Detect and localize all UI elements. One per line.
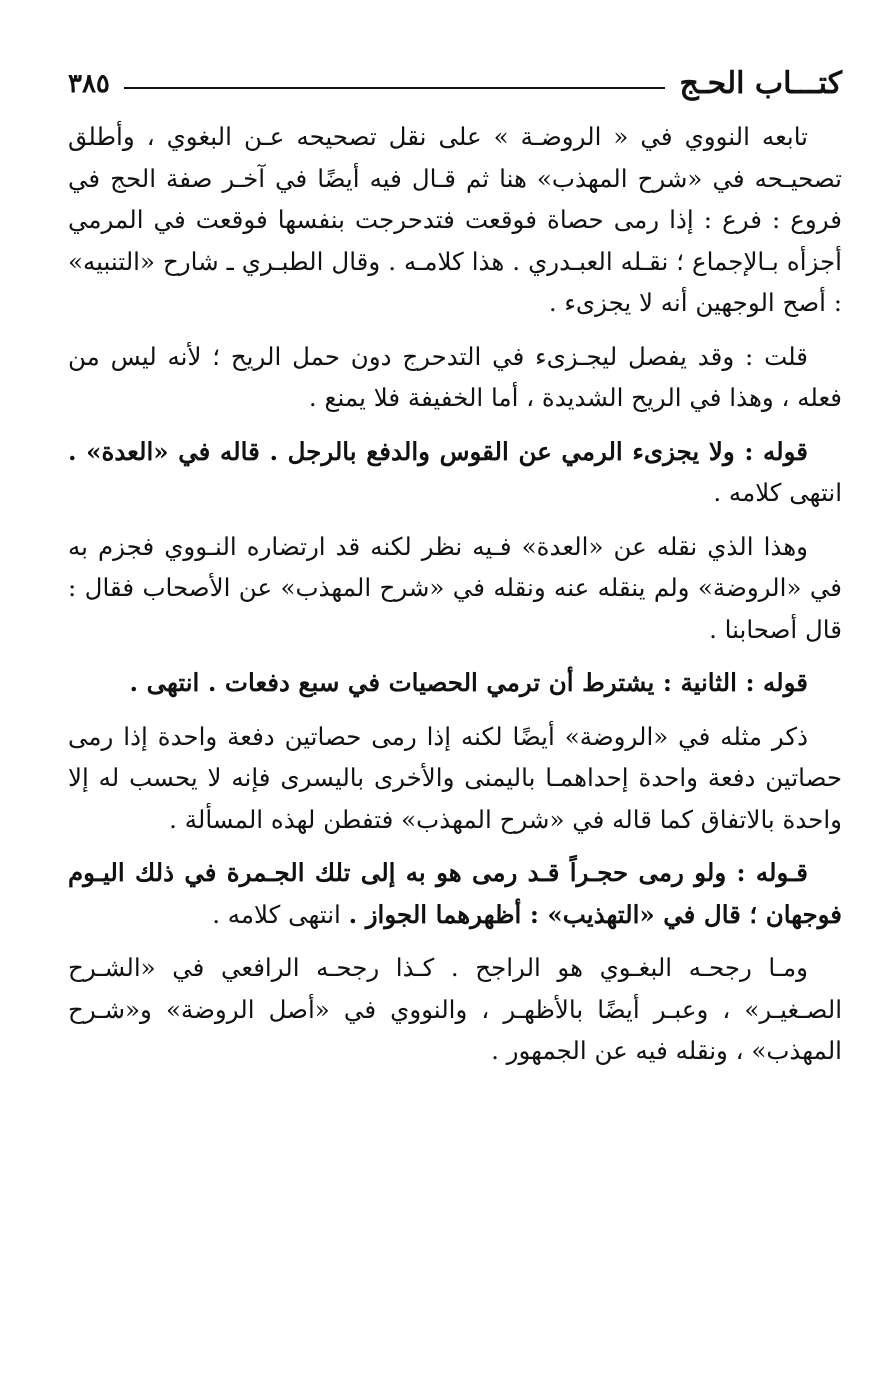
paragraph-text: وهذا الذي نقله عن «العدة» فـيه نظر لكنه قد ارتضاره النـووي فجزم به في «الروضة» ولم ينقله عنه ونقله في «شرح المهذب» عن الأصحاب فقال : قال أصحابنا . (68, 531, 842, 644)
paragraph-text: قلت : وقد يفصل ليجـزىء في التدحرج دون حمل الريح ؛ لأنه ليس من فعله ، وهذا في الريح الشديدة ، أما الخفيفة فلا يمنع . (68, 341, 842, 412)
paragraph-3 (68, 431, 842, 514)
book-page (68, 58, 842, 1072)
paragraph-text (68, 431, 842, 514)
paragraph-7 (68, 852, 842, 935)
paragraph-text (68, 852, 842, 935)
paragraph-text: ومـا رجحـه البغـوي هو الراجح . كـذا رجحـه الرافعي في «الشـرح الصـغيـر» ، وعبـر أيضًا بالأظهـر ، والنووي في «أصل الروضة» و«شـرح المهذب» ، ونقله فيه عن الجمهور . (68, 953, 842, 1065)
paragraph-2 (68, 336, 842, 419)
quoted-statement: قوله : ولا يجزىء الرمي عن القوس والدفع بالرجل . قاله في «العدة» . (68, 436, 808, 466)
page-number: ٣٨٥ (68, 69, 110, 99)
paragraph-6 (68, 716, 842, 841)
header-rule (124, 87, 666, 89)
paragraph-8 (68, 947, 842, 1072)
paragraph-text: ذكر مثله في «الروضة» أيضًا لكنه إذا رمى حصاتين دفعة واحدة إذا رمى حصاتين دفعة واحدة إحداهمـا باليمنى والأخرى باليسرى فإنه لا يحسب له إلا واحدة بالاتفاق كما قاله في «شرح المهذب» فتفطن لهذه المسألة . (68, 721, 842, 834)
paragraph-5 (68, 662, 842, 704)
paragraph-tail: انتهى كلامه . (713, 478, 842, 507)
paragraph-tail: انتهى كلامه . (212, 899, 341, 929)
paragraph-text: تابعه النووي في « الروضـة » على نقل تصحيحه عـن البغوي ، وأطلق تصحيـحه في «شرح المهذب» هنا ثم قـال فيه أيضًا في آخـر صفة الحج في فروع : فرع : إذا رمى حصاة فوقعت فتدحرجت بنفسها فوقعت في المرمي أجزأه بـالإجماع ؛ نقـله العبـدري . هذا كلامـه . وقال الطبـري ـ شارح «التنبيه» : أصح الوجهين أنه لا يجزىء . (68, 122, 842, 317)
paragraph-1 (68, 116, 842, 324)
quoted-statement: قوله : الثانية : يشترط أن ترمي الحصيات في سبع دفعات . انتهى . (129, 668, 808, 697)
paragraph-4 (68, 526, 842, 651)
running-header (68, 58, 842, 110)
header-title: كتـــاب الحـج (679, 66, 842, 101)
quoted-statement: قـوله : ولو رمى حجـراً قـد رمى هو به إلى تلك الجـمرة في ذلك اليـوم فوجهان ؛ قال في «التهذيب» : أظهرهما الجواز . (68, 858, 842, 929)
